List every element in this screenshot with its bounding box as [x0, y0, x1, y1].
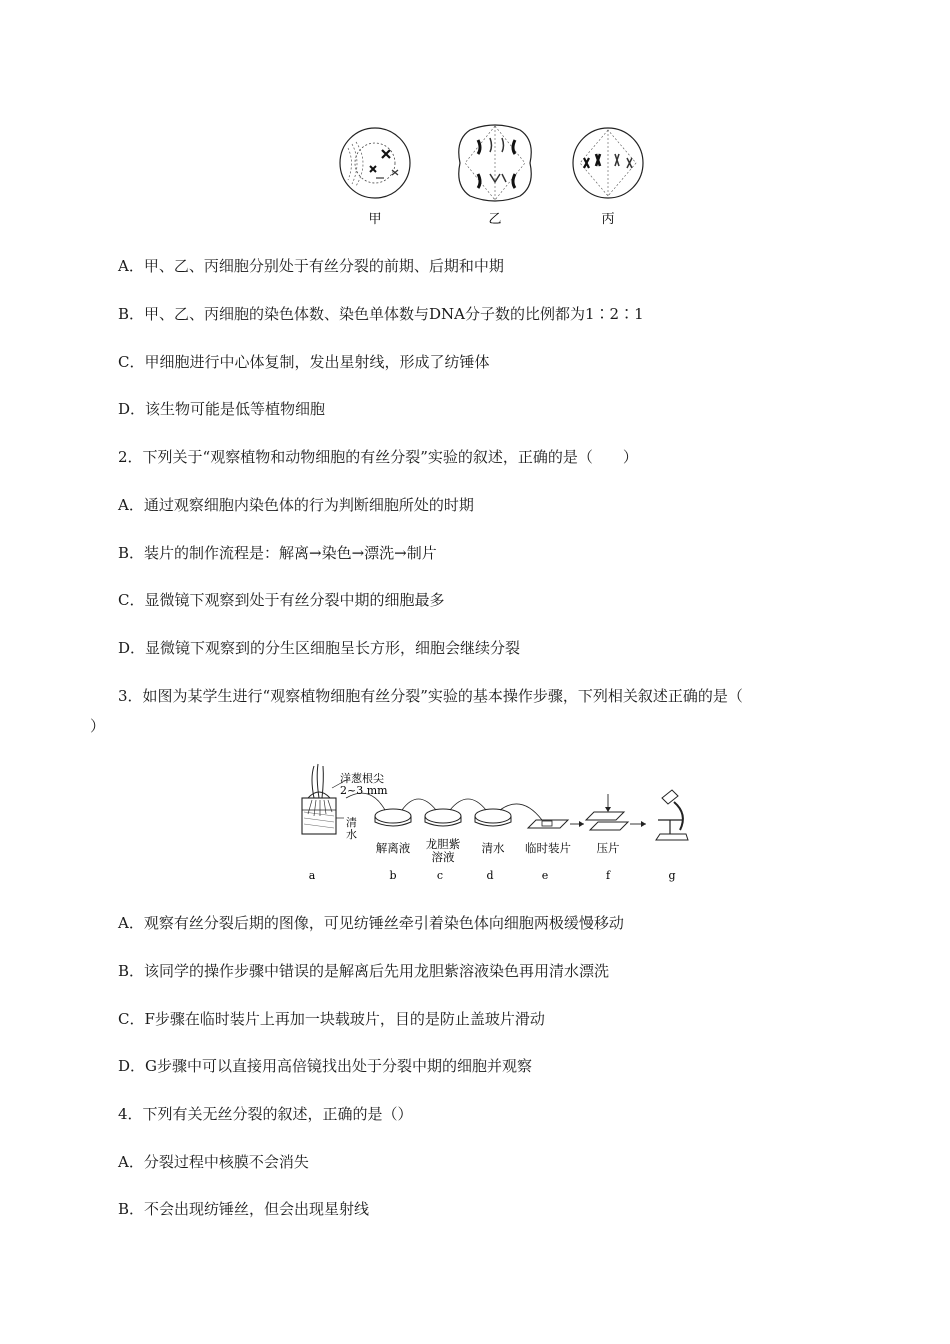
label-bing: 丙 [601, 212, 615, 227]
q4-option-a: A．分裂过程中核膜不会消失 [118, 1153, 309, 1171]
microscope-g [656, 790, 688, 840]
step-label-d: 清水 [481, 841, 505, 855]
root-label-2: 2~3 mm [340, 784, 388, 797]
step-label-c2: 溶液 [431, 850, 455, 864]
root-label-1: 洋葱根尖 [340, 772, 384, 785]
step-label-b: 解离液 [375, 841, 411, 855]
q2-option-d: D．显微镜下观察到的分生区细胞呈长方形，细胞会继续分裂 [118, 639, 521, 657]
step-label-c1: 龙胆紫 [425, 837, 461, 851]
cell-division-figure [330, 118, 660, 230]
experiment-steps-figure [290, 758, 700, 888]
label-jia: 甲 [368, 212, 382, 227]
q1-option-c: C．甲细胞进行中心体复制，发出星射线，形成了纺锤体 [118, 353, 490, 371]
q2-option-b: B．装片的制作流程是：解离→染色→漂洗→制片 [118, 544, 437, 562]
letter-b: b [389, 869, 397, 882]
letter-f: f [605, 869, 611, 882]
cell-yi [459, 125, 532, 201]
step-label-e: 临时装片 [525, 841, 571, 855]
q3-stem-line2: ） [90, 717, 106, 735]
letter-d: d [486, 869, 494, 882]
q3-option-c: C．F步骤在临时装片上再加一块载玻片，目的是防止盖玻片滑动 [118, 1010, 545, 1028]
letter-g: g [668, 869, 676, 882]
q3-option-b: B．该同学的操作步骤中错误的是解离后先用龙胆紫溶液染色再用清水漂洗 [118, 962, 610, 980]
q4-option-b: B．不会出现纺锤丝，但会出现星射线 [118, 1200, 370, 1218]
press-f [586, 794, 628, 830]
label-yi: 乙 [488, 212, 502, 227]
cell-jia [340, 128, 410, 198]
water-label-1: 清 [346, 816, 357, 829]
q3-option-d: D．G步骤中可以直接用高倍镜找出处于分裂中期的细胞并观察 [118, 1057, 533, 1075]
dish-d [475, 809, 511, 826]
letter-e: e [541, 869, 549, 882]
dish-b [375, 809, 411, 826]
q2-option-c: C．显微镜下观察到处于有丝分裂中期的细胞最多 [118, 591, 445, 609]
q2-stem: 2．下列关于“观察植物和动物细胞的有丝分裂”实验的叙述，正确的是（ ） [118, 448, 638, 466]
step-label-f: 压片 [596, 841, 620, 855]
q1-option-d: D．该生物可能是低等植物细胞 [118, 400, 326, 418]
q3-stem-line1: 3．如图为某学生进行“观察植物细胞有丝分裂”实验的基本操作步骤，下列相关叙述正确的是（ [118, 687, 743, 705]
dish-c [425, 809, 461, 826]
letter-a: a [308, 869, 316, 882]
q4-stem: 4．下列有关无丝分裂的叙述，正确的是（） [118, 1105, 413, 1123]
letter-c: c [436, 869, 444, 882]
slide-e [528, 820, 568, 828]
q2-option-a: A．通过观察细胞内染色体的行为判断细胞所处的时期 [118, 496, 474, 514]
q1-option-a: A．甲、乙、丙细胞分别处于有丝分裂的前期、后期和中期 [118, 257, 504, 275]
water-label-2: 水 [346, 828, 357, 841]
q1-option-b: B．甲、乙、丙细胞的染色体数、染色单体数与DNA分子数的比例都为1∶2∶1 [118, 305, 644, 323]
cell-bing [573, 128, 643, 198]
q3-option-a: A．观察有丝分裂后期的图像，可见纺锤丝牵引着染色体向细胞两极缓慢移动 [118, 914, 624, 932]
